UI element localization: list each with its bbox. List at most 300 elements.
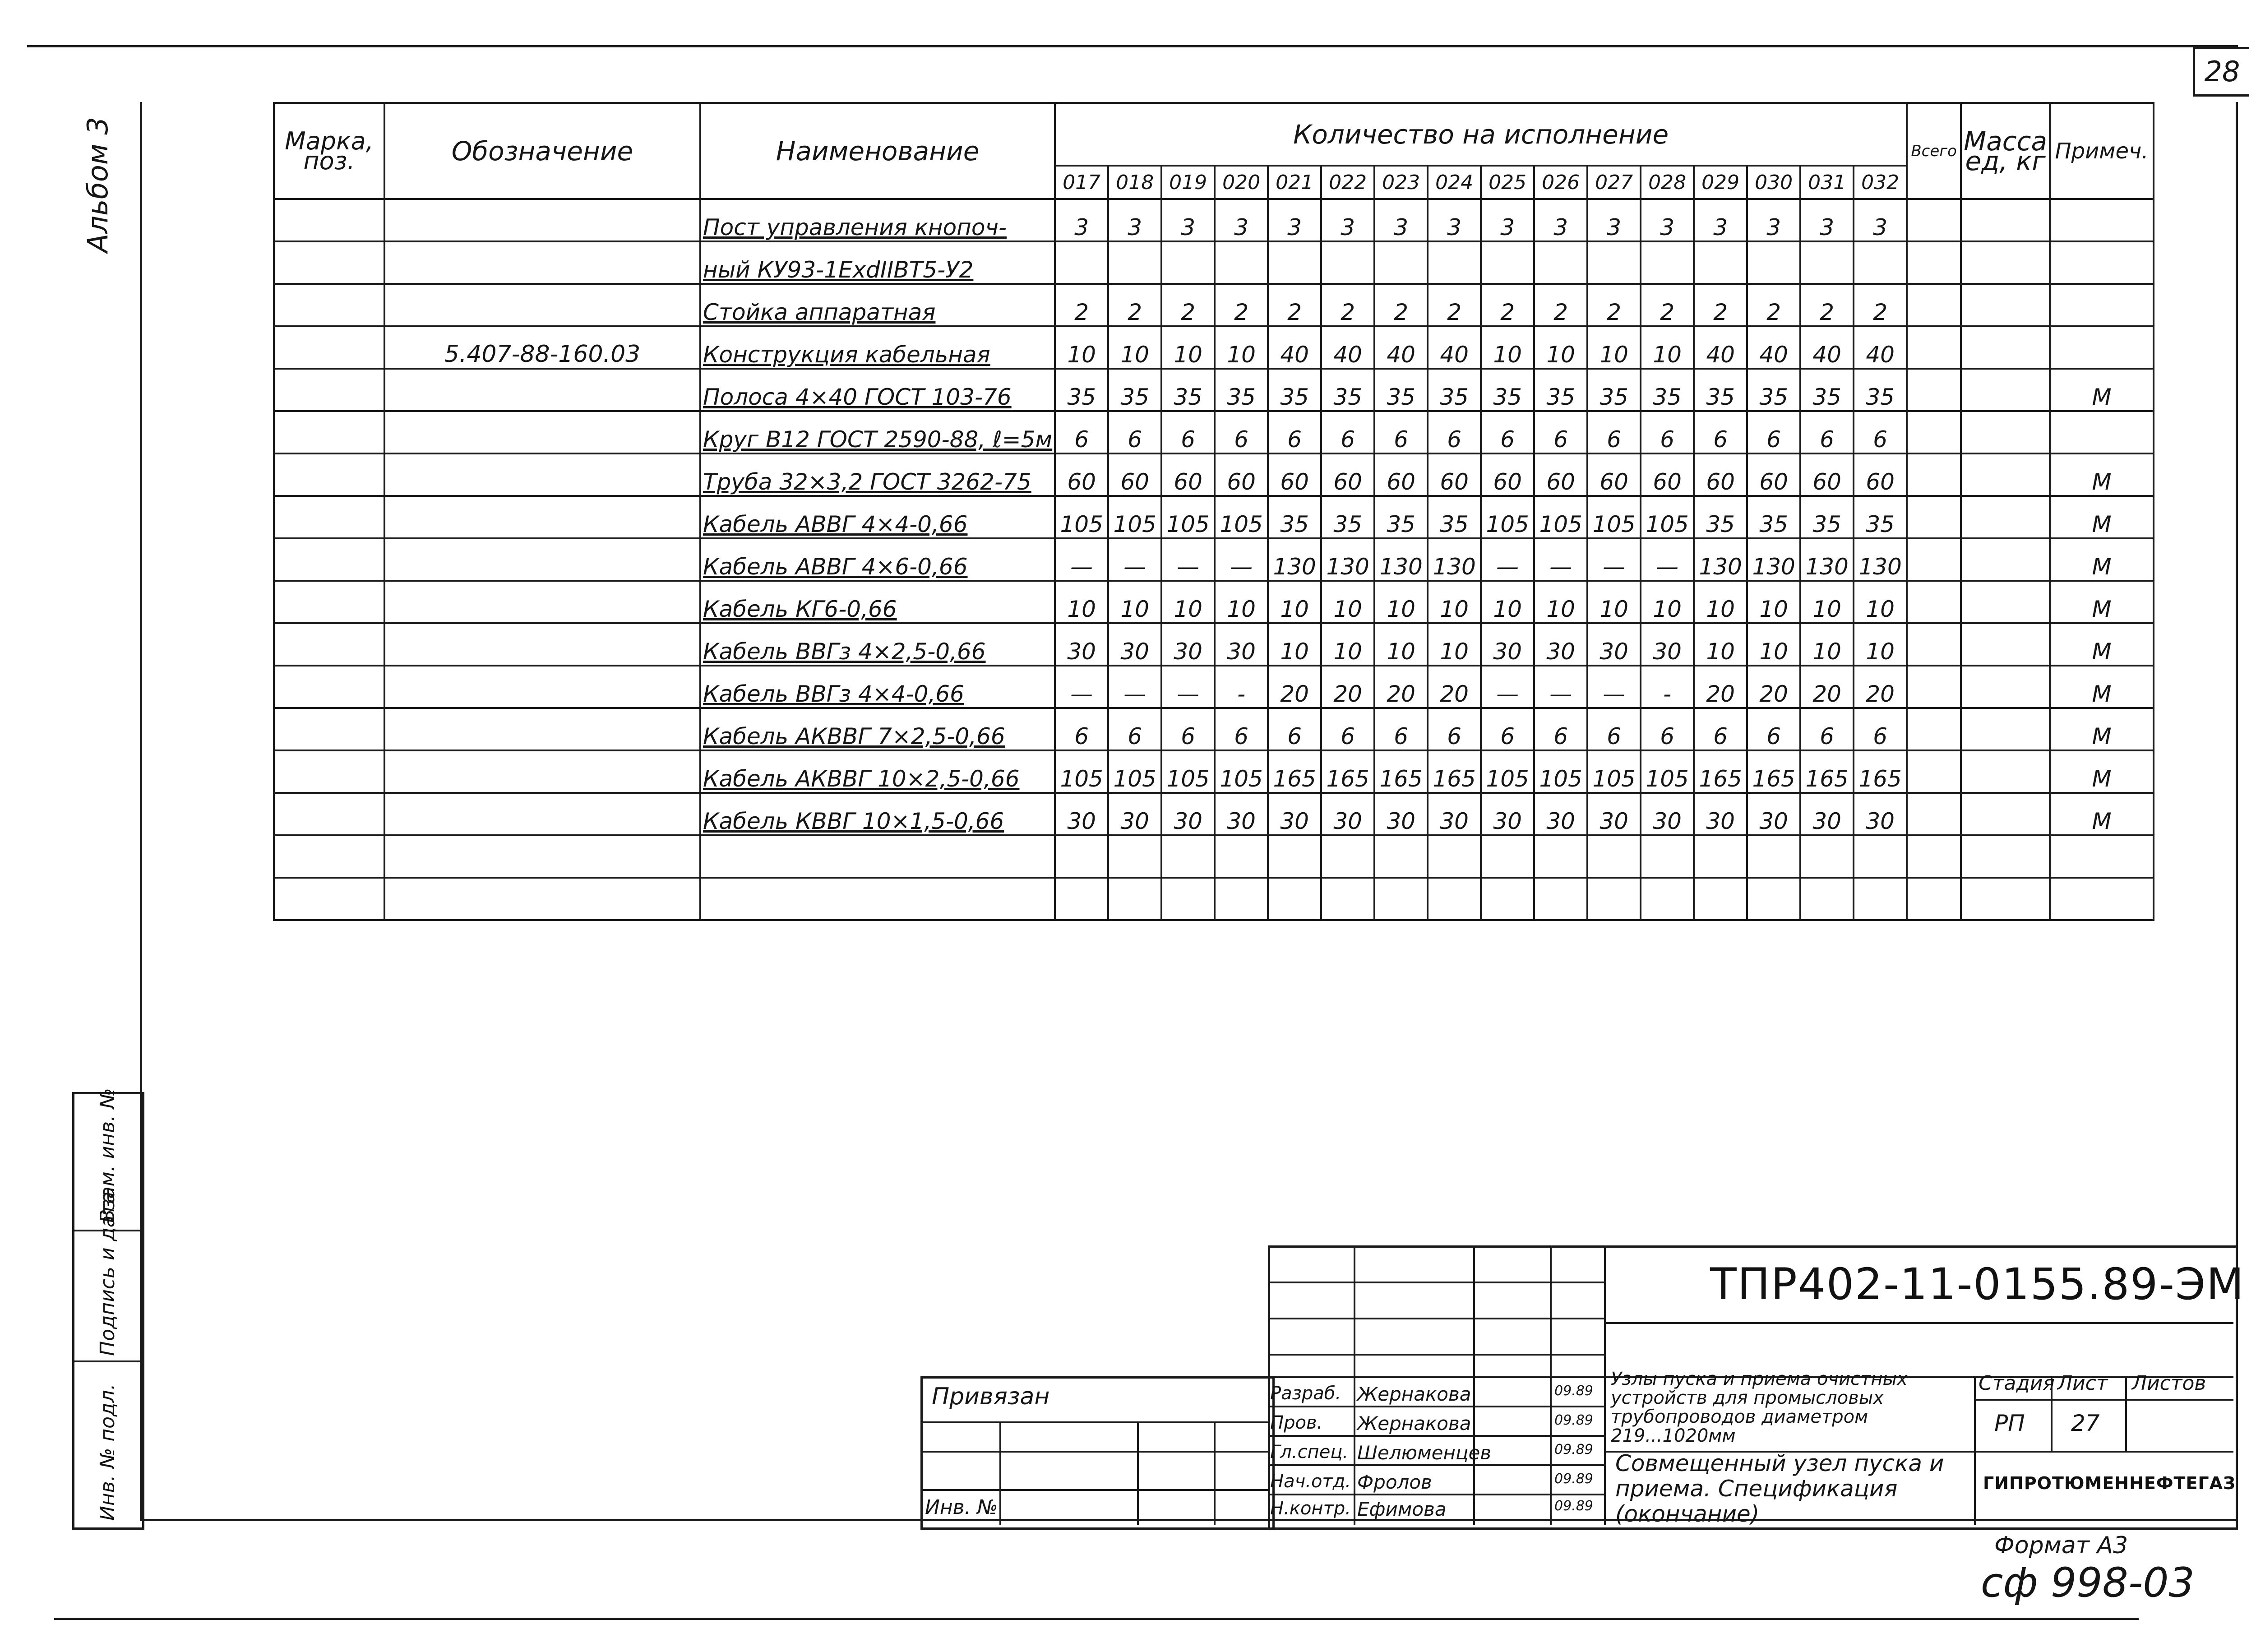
role-label: Нач.отд. bbox=[1270, 1471, 1351, 1492]
role-date: 09.89 bbox=[1554, 1442, 1593, 1458]
cell-quantity: 10 bbox=[1694, 623, 1747, 666]
cell-quantity: 105 bbox=[1481, 750, 1534, 793]
cell-quantity: 30 bbox=[1215, 623, 1268, 666]
header-designation: Обозначение bbox=[384, 103, 700, 199]
cell-quantity: 35 bbox=[1321, 496, 1374, 538]
cell-quantity: 10 bbox=[1428, 581, 1481, 623]
cell-designation bbox=[384, 411, 700, 453]
cell-quantity: 20 bbox=[1747, 666, 1800, 708]
cell-quantity: 130 bbox=[1854, 538, 1907, 581]
cell-quantity: - bbox=[1215, 666, 1268, 708]
cell-designation bbox=[384, 199, 700, 241]
cell-quantity: 3 bbox=[1108, 199, 1161, 241]
cell-mass bbox=[1961, 708, 2050, 750]
cell-quantity: 20 bbox=[1800, 666, 1854, 708]
role-label: Гл.спец. bbox=[1270, 1442, 1349, 1462]
cell-total bbox=[1907, 708, 1961, 750]
cell-quantity: — bbox=[1481, 538, 1534, 581]
cell-note: М bbox=[2050, 750, 2154, 793]
table-row bbox=[274, 793, 2154, 835]
cell-quantity: 10 bbox=[1215, 326, 1268, 369]
cell-quantity: 3 bbox=[1694, 199, 1747, 241]
stage-value: РП bbox=[1994, 1410, 2025, 1436]
cell-quantity bbox=[1428, 241, 1481, 284]
cell-quantity: 35 bbox=[1694, 369, 1747, 411]
cell-quantity bbox=[1481, 835, 1534, 878]
cell-quantity: 10 bbox=[1321, 581, 1374, 623]
cell-quantity: — bbox=[1161, 538, 1215, 581]
format-label: Формат А3 bbox=[1994, 1532, 2128, 1559]
sheet-title: Совмещенный узел пуска и приема. Спецификация (окончание) bbox=[1615, 1450, 1944, 1527]
album-label: Альбом 3 bbox=[81, 117, 114, 253]
table-row bbox=[274, 369, 2154, 411]
cell-quantity: 60 bbox=[1481, 453, 1534, 496]
table-header-row bbox=[274, 103, 2154, 166]
cell-quantity: 10 bbox=[1641, 326, 1694, 369]
cell-quantity bbox=[1854, 835, 1907, 878]
cell-quantity: 20 bbox=[1428, 666, 1481, 708]
cell-quantity: 2 bbox=[1641, 284, 1694, 326]
cell-mass bbox=[1961, 369, 2050, 411]
cell-quantity: 35 bbox=[1641, 369, 1694, 411]
cell-quantity: 165 bbox=[1268, 750, 1321, 793]
cell-total bbox=[1907, 878, 1961, 920]
cell-quantity bbox=[1587, 835, 1641, 878]
cell-name: Кабель АВВГ 4×4-0,66 bbox=[700, 496, 1055, 538]
cell-quantity: 105 bbox=[1215, 496, 1268, 538]
cell-quantity: 105 bbox=[1108, 496, 1161, 538]
role-label: Пров. bbox=[1270, 1412, 1323, 1433]
cell-quantity bbox=[1694, 835, 1747, 878]
cell-quantity: 6 bbox=[1374, 708, 1428, 750]
sheets-label: Листов bbox=[2132, 1372, 2206, 1395]
cell-quantity: 30 bbox=[1428, 793, 1481, 835]
cell-quantity: 30 bbox=[1534, 623, 1587, 666]
cell-quantity: 10 bbox=[1800, 581, 1854, 623]
role-person: Жернакова bbox=[1357, 1412, 1471, 1435]
cell-quantity: 6 bbox=[1800, 411, 1854, 453]
cell-note: М bbox=[2050, 793, 2154, 835]
cell-total bbox=[1907, 453, 1961, 496]
cell-quantity: 30 bbox=[1534, 793, 1587, 835]
cell-note bbox=[2050, 284, 2154, 326]
cell-mark bbox=[274, 708, 384, 750]
cell-name: Труба 32×3,2 ГОСТ 3262-75 bbox=[700, 453, 1055, 496]
cell-quantity: 105 bbox=[1481, 496, 1534, 538]
cell-quantity: 130 bbox=[1800, 538, 1854, 581]
cell-name: Полоса 4×40 ГОСТ 103-76 bbox=[700, 369, 1055, 411]
cell-mark bbox=[274, 453, 384, 496]
cell-mark bbox=[274, 284, 384, 326]
cell-quantity: — bbox=[1108, 666, 1161, 708]
cell-quantity: 130 bbox=[1694, 538, 1747, 581]
cell-quantity bbox=[1428, 878, 1481, 920]
header-total: Всего bbox=[1907, 103, 1961, 199]
cell-quantity: 20 bbox=[1268, 666, 1321, 708]
cell-quantity bbox=[1694, 878, 1747, 920]
cell-quantity: 105 bbox=[1587, 750, 1641, 793]
stage-label: Стадия bbox=[1979, 1372, 2055, 1395]
cell-quantity: 10 bbox=[1321, 623, 1374, 666]
cell-quantity: 30 bbox=[1321, 793, 1374, 835]
cell-quantity: 30 bbox=[1800, 793, 1854, 835]
table-row bbox=[274, 835, 2154, 878]
cell-quantity: 10 bbox=[1641, 581, 1694, 623]
cell-name: Кабель КГ6-0,66 bbox=[700, 581, 1055, 623]
cell-mass bbox=[1961, 453, 2050, 496]
cell-mark bbox=[274, 369, 384, 411]
cell-quantity: 2 bbox=[1534, 284, 1587, 326]
cell-quantity: 6 bbox=[1108, 411, 1161, 453]
cell-quantity: 35 bbox=[1215, 369, 1268, 411]
cell-quantity: 30 bbox=[1641, 623, 1694, 666]
cell-quantity bbox=[1641, 878, 1694, 920]
cell-quantity bbox=[1747, 835, 1800, 878]
cell-quantity: 3 bbox=[1215, 199, 1268, 241]
cell-quantity: 30 bbox=[1055, 793, 1108, 835]
cell-quantity: 6 bbox=[1428, 708, 1481, 750]
cell-mark bbox=[274, 581, 384, 623]
cell-mark bbox=[274, 241, 384, 284]
cell-designation bbox=[384, 623, 700, 666]
cell-quantity bbox=[1854, 878, 1907, 920]
table-row bbox=[274, 453, 2154, 496]
cell-quantity: 20 bbox=[1854, 666, 1907, 708]
sheet-value: 27 bbox=[2071, 1410, 2100, 1436]
cell-quantity: 6 bbox=[1534, 411, 1587, 453]
cell-mark bbox=[274, 750, 384, 793]
cell-quantity: 130 bbox=[1747, 538, 1800, 581]
cell-quantity: 105 bbox=[1055, 496, 1108, 538]
cell-quantity: 10 bbox=[1800, 623, 1854, 666]
cell-mark bbox=[274, 411, 384, 453]
cell-quantity bbox=[1641, 241, 1694, 284]
cell-quantity bbox=[1854, 241, 1907, 284]
cell-quantity: 6 bbox=[1321, 411, 1374, 453]
cell-quantity: 30 bbox=[1587, 793, 1641, 835]
cell-quantity: 3 bbox=[1534, 199, 1587, 241]
cell-quantity bbox=[1747, 241, 1800, 284]
cell-quantity: 10 bbox=[1268, 581, 1321, 623]
cell-total bbox=[1907, 496, 1961, 538]
cell-total bbox=[1907, 538, 1961, 581]
cell-quantity: 60 bbox=[1428, 453, 1481, 496]
cell-quantity: 30 bbox=[1641, 793, 1694, 835]
cell-quantity: 10 bbox=[1534, 581, 1587, 623]
cell-quantity: 105 bbox=[1587, 496, 1641, 538]
cell-quantity: 10 bbox=[1587, 326, 1641, 369]
bottom-border-line bbox=[54, 1618, 2139, 1620]
cell-note bbox=[2050, 241, 2154, 284]
header-quantity: Количество на исполнение bbox=[1055, 103, 1907, 166]
cell-mass bbox=[1961, 623, 2050, 666]
cell-quantity: 130 bbox=[1428, 538, 1481, 581]
cell-designation bbox=[384, 708, 700, 750]
cell-name: Кабель АВВГ 4×6-0,66 bbox=[700, 538, 1055, 581]
cell-mark bbox=[274, 835, 384, 878]
table-row bbox=[274, 581, 2154, 623]
cell-quantity: 130 bbox=[1374, 538, 1428, 581]
cell-note bbox=[2050, 326, 2154, 369]
cell-quantity bbox=[1108, 835, 1161, 878]
cell-mass bbox=[1961, 496, 2050, 538]
cell-quantity: 35 bbox=[1747, 496, 1800, 538]
variant-header-022: 022 bbox=[1321, 166, 1374, 199]
cell-note: М bbox=[2050, 453, 2154, 496]
variant-header-031: 031 bbox=[1800, 166, 1854, 199]
cell-designation bbox=[384, 496, 700, 538]
cell-quantity: 2 bbox=[1587, 284, 1641, 326]
cell-name: Кабель ВВГз 4×4-0,66 bbox=[700, 666, 1055, 708]
cell-total bbox=[1907, 241, 1961, 284]
cell-quantity: 105 bbox=[1641, 496, 1694, 538]
cell-mass bbox=[1961, 581, 2050, 623]
cell-quantity: 35 bbox=[1587, 369, 1641, 411]
cell-designation bbox=[384, 878, 700, 920]
cell-quantity bbox=[1268, 241, 1321, 284]
cell-name: Кабель АКВВГ 10×2,5-0,66 bbox=[700, 750, 1055, 793]
cell-quantity bbox=[1747, 878, 1800, 920]
header-mass: Масса ед, кг bbox=[1961, 103, 2050, 199]
cell-quantity bbox=[1321, 835, 1374, 878]
cell-quantity: 30 bbox=[1108, 623, 1161, 666]
table-row bbox=[274, 878, 2154, 920]
cell-quantity: 3 bbox=[1374, 199, 1428, 241]
cell-name: Пост управления кнопоч- bbox=[700, 199, 1055, 241]
cell-quantity: 3 bbox=[1268, 199, 1321, 241]
sheet-number: 28 bbox=[2193, 47, 2249, 97]
inventory-label: Инв. № bbox=[925, 1496, 998, 1519]
cell-quantity: 60 bbox=[1055, 453, 1108, 496]
cell-total bbox=[1907, 284, 1961, 326]
cell-quantity bbox=[1374, 878, 1428, 920]
cell-quantity: 3 bbox=[1055, 199, 1108, 241]
cell-mark bbox=[274, 199, 384, 241]
cell-quantity: 10 bbox=[1055, 581, 1108, 623]
cell-quantity: 3 bbox=[1161, 199, 1215, 241]
variant-header-024: 024 bbox=[1428, 166, 1481, 199]
cell-quantity bbox=[1215, 878, 1268, 920]
variant-header-020: 020 bbox=[1215, 166, 1268, 199]
cell-quantity: 10 bbox=[1534, 326, 1587, 369]
cell-quantity: 30 bbox=[1268, 793, 1321, 835]
cell-quantity: 10 bbox=[1694, 581, 1747, 623]
table-row bbox=[274, 199, 2154, 241]
cell-quantity: 6 bbox=[1641, 708, 1694, 750]
cell-name: Кабель КВВГ 10×1,5-0,66 bbox=[700, 793, 1055, 835]
cell-quantity bbox=[1481, 878, 1534, 920]
cell-quantity: 40 bbox=[1321, 326, 1374, 369]
cell-quantity bbox=[1800, 878, 1854, 920]
cell-note: М bbox=[2050, 581, 2154, 623]
cell-quantity: 10 bbox=[1747, 581, 1800, 623]
cell-quantity: 35 bbox=[1854, 496, 1907, 538]
cell-quantity: 10 bbox=[1481, 581, 1534, 623]
cell-quantity bbox=[1374, 835, 1428, 878]
cell-quantity: 35 bbox=[1800, 496, 1854, 538]
cell-quantity: 2 bbox=[1747, 284, 1800, 326]
cell-designation bbox=[384, 453, 700, 496]
cell-quantity: 105 bbox=[1108, 750, 1161, 793]
cell-mark bbox=[274, 666, 384, 708]
variant-header-023: 023 bbox=[1374, 166, 1428, 199]
cell-note: М bbox=[2050, 623, 2154, 666]
cell-mass bbox=[1961, 878, 2050, 920]
variant-header-019: 019 bbox=[1161, 166, 1215, 199]
cell-quantity: 6 bbox=[1161, 411, 1215, 453]
cell-total bbox=[1907, 581, 1961, 623]
cell-quantity: 30 bbox=[1854, 793, 1907, 835]
cell-quantity: 3 bbox=[1587, 199, 1641, 241]
role-person: Ефимова bbox=[1357, 1498, 1447, 1520]
cell-mass bbox=[1961, 326, 2050, 369]
cell-quantity bbox=[1215, 241, 1268, 284]
cell-quantity: — bbox=[1161, 666, 1215, 708]
cell-quantity: 35 bbox=[1428, 496, 1481, 538]
cell-quantity: 105 bbox=[1534, 496, 1587, 538]
cell-quantity: 165 bbox=[1428, 750, 1481, 793]
cell-quantity: 35 bbox=[1321, 369, 1374, 411]
cell-quantity: 165 bbox=[1321, 750, 1374, 793]
variant-header-028: 028 bbox=[1641, 166, 1694, 199]
cell-quantity: 6 bbox=[1215, 708, 1268, 750]
cell-quantity: 165 bbox=[1800, 750, 1854, 793]
cell-designation bbox=[384, 835, 700, 878]
cell-quantity: 30 bbox=[1374, 793, 1428, 835]
side-stamp-replace: Взам. инв. № bbox=[96, 1088, 119, 1223]
cell-quantity: 6 bbox=[1747, 411, 1800, 453]
cell-name: Стойка аппаратная bbox=[700, 284, 1055, 326]
cell-quantity bbox=[1161, 241, 1215, 284]
cell-quantity bbox=[1055, 835, 1108, 878]
cell-quantity: 105 bbox=[1215, 750, 1268, 793]
cell-quantity: 2 bbox=[1161, 284, 1215, 326]
cell-mark bbox=[274, 878, 384, 920]
cell-quantity: 2 bbox=[1215, 284, 1268, 326]
cell-mark bbox=[274, 496, 384, 538]
cell-quantity: 6 bbox=[1055, 708, 1108, 750]
cell-quantity: 10 bbox=[1587, 581, 1641, 623]
cell-quantity: 6 bbox=[1481, 411, 1534, 453]
cell-quantity bbox=[1428, 835, 1481, 878]
cell-quantity: — bbox=[1534, 666, 1587, 708]
table-row bbox=[274, 623, 2154, 666]
side-stamp-sign: Подпись и дата bbox=[96, 1191, 119, 1356]
cell-quantity: — bbox=[1587, 538, 1641, 581]
cell-quantity: 20 bbox=[1694, 666, 1747, 708]
cell-mark bbox=[274, 793, 384, 835]
cell-quantity: 105 bbox=[1534, 750, 1587, 793]
cell-quantity bbox=[1641, 835, 1694, 878]
cell-quantity: — bbox=[1481, 666, 1534, 708]
cell-quantity: 60 bbox=[1641, 453, 1694, 496]
cell-quantity: 2 bbox=[1321, 284, 1374, 326]
cell-quantity: 10 bbox=[1374, 623, 1428, 666]
cell-note: М bbox=[2050, 666, 2154, 708]
cell-quantity: 6 bbox=[1694, 708, 1747, 750]
cell-designation bbox=[384, 793, 700, 835]
cell-note bbox=[2050, 411, 2154, 453]
cell-quantity bbox=[1161, 835, 1215, 878]
cell-mass bbox=[1961, 411, 2050, 453]
variant-header-027: 027 bbox=[1587, 166, 1641, 199]
table-row bbox=[274, 538, 2154, 581]
cell-designation bbox=[384, 750, 700, 793]
side-stamp bbox=[72, 1088, 144, 1530]
cell-quantity: 10 bbox=[1854, 581, 1907, 623]
cell-quantity: 10 bbox=[1374, 581, 1428, 623]
cell-quantity: 2 bbox=[1428, 284, 1481, 326]
cell-name bbox=[700, 835, 1055, 878]
cell-quantity bbox=[1587, 878, 1641, 920]
project-title: Узлы пуска и приема очистных устройств для промысловых трубопроводов диаметром 219...1020мм bbox=[1611, 1369, 1908, 1446]
top-border-line bbox=[27, 45, 2238, 47]
cell-quantity bbox=[1587, 241, 1641, 284]
cell-quantity: 6 bbox=[1215, 411, 1268, 453]
cell-quantity: 35 bbox=[1428, 369, 1481, 411]
cell-mass bbox=[1961, 199, 2050, 241]
cell-quantity: 60 bbox=[1321, 453, 1374, 496]
cell-quantity: 6 bbox=[1268, 411, 1321, 453]
cell-quantity: 6 bbox=[1161, 708, 1215, 750]
cell-quantity: 165 bbox=[1694, 750, 1747, 793]
table-row bbox=[274, 326, 2154, 369]
cell-quantity bbox=[1268, 878, 1321, 920]
archive-code: сф 998-03 bbox=[1981, 1559, 2195, 1606]
cell-note bbox=[2050, 199, 2154, 241]
cell-quantity: 20 bbox=[1374, 666, 1428, 708]
side-stamp-inv: Инв. № подл. bbox=[96, 1384, 119, 1521]
cell-quantity: 30 bbox=[1161, 623, 1215, 666]
cell-quantity: 30 bbox=[1587, 623, 1641, 666]
cell-quantity: 165 bbox=[1854, 750, 1907, 793]
role-label: Н.контр. bbox=[1270, 1498, 1351, 1519]
cell-quantity: 6 bbox=[1321, 708, 1374, 750]
cell-quantity: 165 bbox=[1747, 750, 1800, 793]
cell-mass bbox=[1961, 284, 2050, 326]
cell-quantity: 35 bbox=[1800, 369, 1854, 411]
cell-quantity bbox=[1215, 835, 1268, 878]
cell-quantity bbox=[1268, 835, 1321, 878]
role-label: Разраб. bbox=[1270, 1383, 1341, 1404]
cell-note: М bbox=[2050, 708, 2154, 750]
cell-mass bbox=[1961, 835, 2050, 878]
cell-quantity: 60 bbox=[1694, 453, 1747, 496]
role-person: Жернакова bbox=[1357, 1383, 1471, 1405]
cell-quantity: 3 bbox=[1800, 199, 1854, 241]
cell-total bbox=[1907, 199, 1961, 241]
cell-quantity bbox=[1108, 878, 1161, 920]
cell-note: М bbox=[2050, 496, 2154, 538]
cell-quantity: 10 bbox=[1854, 623, 1907, 666]
cell-quantity: 6 bbox=[1108, 708, 1161, 750]
cell-quantity: 60 bbox=[1374, 453, 1428, 496]
cell-quantity: 105 bbox=[1161, 750, 1215, 793]
organization-name: ГИПРОТЮМЕННЕФТЕГАЗ bbox=[1983, 1473, 2236, 1493]
cell-quantity: 60 bbox=[1747, 453, 1800, 496]
cell-quantity: 60 bbox=[1161, 453, 1215, 496]
cell-quantity: 30 bbox=[1694, 793, 1747, 835]
cell-quantity: 40 bbox=[1747, 326, 1800, 369]
cell-name: Конструкция кабельная bbox=[700, 326, 1055, 369]
cell-note: М bbox=[2050, 538, 2154, 581]
cell-quantity: 40 bbox=[1854, 326, 1907, 369]
cell-quantity: 6 bbox=[1481, 708, 1534, 750]
cell-designation bbox=[384, 241, 700, 284]
variant-header-029: 029 bbox=[1694, 166, 1747, 199]
variant-header-032: 032 bbox=[1854, 166, 1907, 199]
cell-quantity: 30 bbox=[1481, 623, 1534, 666]
